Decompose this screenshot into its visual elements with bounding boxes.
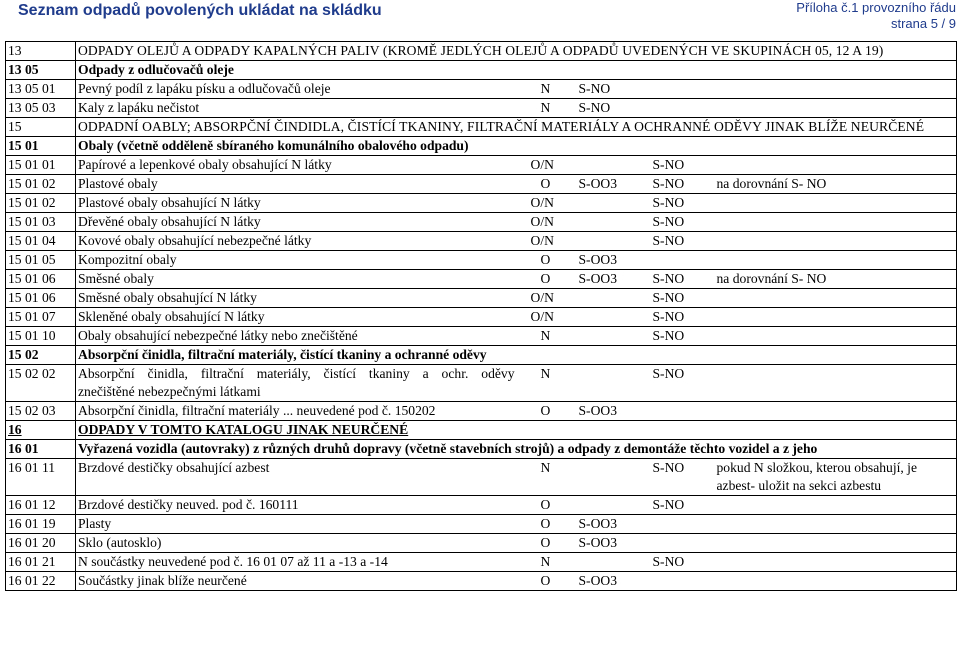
waste-code-cell: 15 01 04 xyxy=(6,232,76,251)
table-row xyxy=(6,496,957,515)
waste-code-cell: 13 xyxy=(6,42,76,61)
note-cell xyxy=(715,99,957,118)
category-cell: O xyxy=(517,572,575,591)
landfill-class-alt-cell xyxy=(647,572,715,591)
waste-name-line: Dřevěné obaly obsahující N látky xyxy=(78,214,261,229)
waste-name-cell xyxy=(76,232,517,251)
waste-code-cell: 16 01 19 xyxy=(6,515,76,534)
note-cell xyxy=(715,496,957,515)
landfill-class-alt-cell: S-NO xyxy=(647,213,715,232)
waste-name-line: Absorpční činidla, filtrační materiály ... neuvedené pod č. 150202 xyxy=(78,403,436,418)
waste-name-cell xyxy=(76,308,517,327)
waste-name-cell xyxy=(76,496,517,515)
table-row xyxy=(6,440,957,459)
table-row xyxy=(6,99,957,118)
note-line: pokud N složkou, kterou obsahují, je xyxy=(716,460,917,475)
waste-code-cell: 15 01 01 xyxy=(6,156,76,175)
note-cell xyxy=(715,327,957,346)
landfill-class-cell xyxy=(575,553,647,572)
waste-name-line: Směsné obaly obsahující N látky xyxy=(78,290,257,305)
category-cell: N xyxy=(517,365,575,402)
landfill-class-cell: S-NO xyxy=(575,99,647,118)
landfill-class-cell: S-NO xyxy=(575,80,647,99)
note-cell xyxy=(715,459,957,496)
category-cell: O/N xyxy=(517,308,575,327)
category-cell: N xyxy=(517,80,575,99)
waste-code-cell: 15 01 02 xyxy=(6,175,76,194)
note-cell xyxy=(715,365,957,402)
landfill-class-cell: S-OO3 xyxy=(575,251,647,270)
table-row xyxy=(6,308,957,327)
category-cell: O/N xyxy=(517,194,575,213)
category-cell: O xyxy=(517,534,575,553)
category-cell: O/N xyxy=(517,232,575,251)
category-cell: O/N xyxy=(517,156,575,175)
waste-name-cell xyxy=(76,402,517,421)
table-row xyxy=(6,156,957,175)
waste-code-cell: 15 01 07 xyxy=(6,308,76,327)
waste-name-cell xyxy=(76,251,517,270)
waste-name-line: Kovové obaly obsahující nebezpečné látky xyxy=(78,233,312,248)
waste-name-line: Plasty xyxy=(78,516,112,531)
landfill-class-cell xyxy=(575,459,647,496)
landfill-class-alt-cell: S-NO xyxy=(647,308,715,327)
waste-name-cell: Vyřazená vozidla (autovraky) z různých druhů dopravy (včetně stavebních strojů) a odpady z demontáže těchto vozidel a z jeho xyxy=(76,440,957,459)
waste-name-cell xyxy=(76,553,517,572)
note-cell xyxy=(715,251,957,270)
table-row xyxy=(6,137,957,156)
table-row xyxy=(6,402,957,421)
waste-name-cell: Odpady z odlučovačů oleje xyxy=(76,61,957,80)
table-row xyxy=(6,270,957,289)
landfill-class-cell xyxy=(575,213,647,232)
note-cell xyxy=(715,402,957,421)
category-cell: O xyxy=(517,175,575,194)
table-row xyxy=(6,61,957,80)
waste-name-cell xyxy=(76,213,517,232)
waste-name-line: znečištěné nebezpečnými látkami xyxy=(78,384,261,399)
note-line: na dorovnání S- NO xyxy=(716,176,827,191)
note-cell xyxy=(715,80,957,99)
waste-code-cell: 15 01 10 xyxy=(6,327,76,346)
note-cell xyxy=(715,572,957,591)
landfill-class-alt-cell: S-NO xyxy=(647,156,715,175)
category-cell: N xyxy=(517,459,575,496)
table-row xyxy=(6,175,957,194)
waste-name-cell xyxy=(76,534,517,553)
landfill-class-cell xyxy=(575,496,647,515)
note-cell xyxy=(715,175,957,194)
waste-code-cell: 15 01 06 xyxy=(6,289,76,308)
waste-code-cell: 16 01 12 xyxy=(6,496,76,515)
landfill-class-alt-cell: S-NO xyxy=(647,553,715,572)
waste-name-line: Sklo (autosklo) xyxy=(78,535,162,550)
note-line: azbest- uložit na sekci azbestu xyxy=(716,478,882,493)
table-row xyxy=(6,459,957,496)
waste-name-cell xyxy=(76,99,517,118)
waste-name-cell xyxy=(76,270,517,289)
landfill-class-cell: S-OO3 xyxy=(575,270,647,289)
table-row xyxy=(6,80,957,99)
waste-name-cell xyxy=(76,175,517,194)
waste-name-line: Obaly obsahující nebezpečné látky nebo znečištěné xyxy=(78,328,358,343)
landfill-class-cell xyxy=(575,308,647,327)
landfill-class-cell xyxy=(575,289,647,308)
landfill-class-cell xyxy=(575,156,647,175)
waste-code-cell: 16 01 21 xyxy=(6,553,76,572)
note-cell xyxy=(715,289,957,308)
waste-name-line: Kompozitní obaly xyxy=(78,252,177,267)
landfill-class-alt-cell xyxy=(647,534,715,553)
page-number: strana 5 / 9 xyxy=(890,16,956,31)
table-row xyxy=(6,572,957,591)
waste-name-line: Brzdové destičky neuved. pod č. 160111 xyxy=(78,497,299,512)
waste-name-line: Skleněné obaly obsahující N látky xyxy=(78,309,265,324)
landfill-class-cell: S-OO3 xyxy=(575,402,647,421)
waste-code-cell: 15 02 02 xyxy=(6,365,76,402)
waste-group-name-cell: ODPADNÍ OABLY; ABSORPČNÍ ČINDIDLA, ČISTÍCÍ TKANINY, FILTRAČNÍ MATERIÁLY A OCHRANNÉ ODĚVY JINAK BLÍŽE NEURČENÉ xyxy=(76,118,957,137)
waste-name-cell: ODPADY V TOMTO KATALOGU JINAK NEURČENÉ xyxy=(76,421,957,440)
waste-name-line: Kaly z lapáku nečistot xyxy=(78,100,200,115)
waste-code-cell: 15 01 06 xyxy=(6,270,76,289)
waste-code-cell: 16 01 20 xyxy=(6,534,76,553)
category-cell: N xyxy=(517,553,575,572)
waste-name-line: Součástky jinak blíže neurčené xyxy=(78,573,247,588)
waste-name-line: Papírové a lepenkové obaly obsahující N látky xyxy=(78,157,332,172)
landfill-class-alt-cell: S-NO xyxy=(647,232,715,251)
waste-code-cell: 15 01 05 xyxy=(6,251,76,270)
note-cell xyxy=(715,515,957,534)
table-row xyxy=(6,327,957,346)
waste-code-cell: 13 05 xyxy=(6,61,76,80)
landfill-class-alt-cell: S-NO xyxy=(647,289,715,308)
waste-name-line: Brzdové destičky obsahující azbest xyxy=(78,460,270,475)
note-cell xyxy=(715,156,957,175)
landfill-class-alt-cell xyxy=(647,80,715,99)
table-row xyxy=(6,553,957,572)
waste-name-cell: Obaly (včetně odděleně sbíraného komunálního obalového odpadu) xyxy=(76,137,957,156)
waste-name-cell: Absorpční činidla, filtrační materiály, čistící tkaniny a ochranné oděvy xyxy=(76,346,957,365)
category-cell: O xyxy=(517,402,575,421)
waste-group-name-cell: ODPADY OLEJŮ A ODPADY KAPALNÝCH PALIV (KROMĚ JEDLÝCH OLEJŮ A ODPADŮ UVEDENÝCH VE SKUPINÁCH 05, 12 A 19) xyxy=(76,42,957,61)
table-row xyxy=(6,346,957,365)
landfill-class-cell xyxy=(575,194,647,213)
waste-name-line: Směsné obaly xyxy=(78,271,154,286)
waste-name-line: N součástky neuvedené pod č. 16 01 07 až 11 a -13 a -14 xyxy=(78,554,388,569)
table-row xyxy=(6,194,957,213)
note-cell xyxy=(715,194,957,213)
waste-name-line: Absorpční činidla, filtrační materiály, čistící tkaniny a ochr. oděvy xyxy=(78,366,515,381)
category-cell: O/N xyxy=(517,289,575,308)
waste-name-cell xyxy=(76,289,517,308)
landfill-class-alt-cell: S-NO xyxy=(647,194,715,213)
waste-name-cell xyxy=(76,327,517,346)
waste-code-cell: 15 02 xyxy=(6,346,76,365)
table-row xyxy=(6,421,957,440)
waste-code-cell: 16 01 xyxy=(6,440,76,459)
landfill-class-cell: S-OO3 xyxy=(575,572,647,591)
waste-table xyxy=(5,41,957,591)
waste-code-cell: 16 xyxy=(6,421,76,440)
category-cell: N xyxy=(517,99,575,118)
landfill-class-alt-cell xyxy=(647,251,715,270)
landfill-class-alt-cell xyxy=(647,99,715,118)
table-row xyxy=(6,118,957,137)
waste-code-cell: 15 02 03 xyxy=(6,402,76,421)
landfill-class-cell: S-OO3 xyxy=(575,534,647,553)
landfill-class-cell xyxy=(575,327,647,346)
waste-name-line: Plastové obaly xyxy=(78,176,158,191)
waste-name-cell xyxy=(76,80,517,99)
waste-name-cell xyxy=(76,459,517,496)
table-row xyxy=(6,213,957,232)
table-row xyxy=(6,515,957,534)
note-cell xyxy=(715,553,957,572)
note-cell xyxy=(715,308,957,327)
note-cell xyxy=(715,534,957,553)
waste-code-cell: 16 01 22 xyxy=(6,572,76,591)
note-cell xyxy=(715,270,957,289)
landfill-class-cell xyxy=(575,232,647,251)
category-cell: O xyxy=(517,251,575,270)
landfill-class-alt-cell xyxy=(647,402,715,421)
waste-name-line: Pevný podíl z lapáku písku a odlučovačů oleje xyxy=(78,81,331,96)
table-row xyxy=(6,232,957,251)
waste-name-line: Plastové obaly obsahující N látky xyxy=(78,195,261,210)
category-cell: O xyxy=(517,515,575,534)
waste-code-cell: 15 xyxy=(6,118,76,137)
waste-code-cell: 15 01 02 xyxy=(6,194,76,213)
waste-name-cell xyxy=(76,572,517,591)
waste-name-cell xyxy=(76,365,517,402)
landfill-class-alt-cell: S-NO xyxy=(647,496,715,515)
category-cell: N xyxy=(517,327,575,346)
table-row xyxy=(6,365,957,402)
landfill-class-alt-cell xyxy=(647,515,715,534)
landfill-class-alt-cell: S-NO xyxy=(647,270,715,289)
waste-name-cell xyxy=(76,194,517,213)
category-cell: O/N xyxy=(517,213,575,232)
landfill-class-alt-cell: S-NO xyxy=(647,365,715,402)
waste-name-cell xyxy=(76,515,517,534)
waste-code-cell: 16 01 11 xyxy=(6,459,76,496)
table-row xyxy=(6,534,957,553)
table-row xyxy=(6,289,957,308)
note-cell xyxy=(715,213,957,232)
landfill-class-cell: S-OO3 xyxy=(575,515,647,534)
waste-code-cell: 15 01 03 xyxy=(6,213,76,232)
note-line: na dorovnání S- NO xyxy=(716,271,827,286)
landfill-class-alt-cell: S-NO xyxy=(647,327,715,346)
waste-code-cell: 13 05 01 xyxy=(6,80,76,99)
landfill-class-alt-cell: S-NO xyxy=(647,459,715,496)
waste-code-cell: 15 01 xyxy=(6,137,76,156)
table-row xyxy=(6,42,957,61)
category-cell: O xyxy=(517,496,575,515)
landfill-class-cell xyxy=(575,365,647,402)
note-cell xyxy=(715,232,957,251)
waste-code-cell: 13 05 03 xyxy=(6,99,76,118)
category-cell: O xyxy=(517,270,575,289)
page-title: Seznam odpadů povolených ukládat na skládku xyxy=(18,2,382,19)
annex-label: Příloha č.1 provozního řádu xyxy=(796,0,956,15)
waste-name-cell xyxy=(76,156,517,175)
landfill-class-cell: S-OO3 xyxy=(575,175,647,194)
table-row xyxy=(6,251,957,270)
landfill-class-alt-cell: S-NO xyxy=(647,175,715,194)
